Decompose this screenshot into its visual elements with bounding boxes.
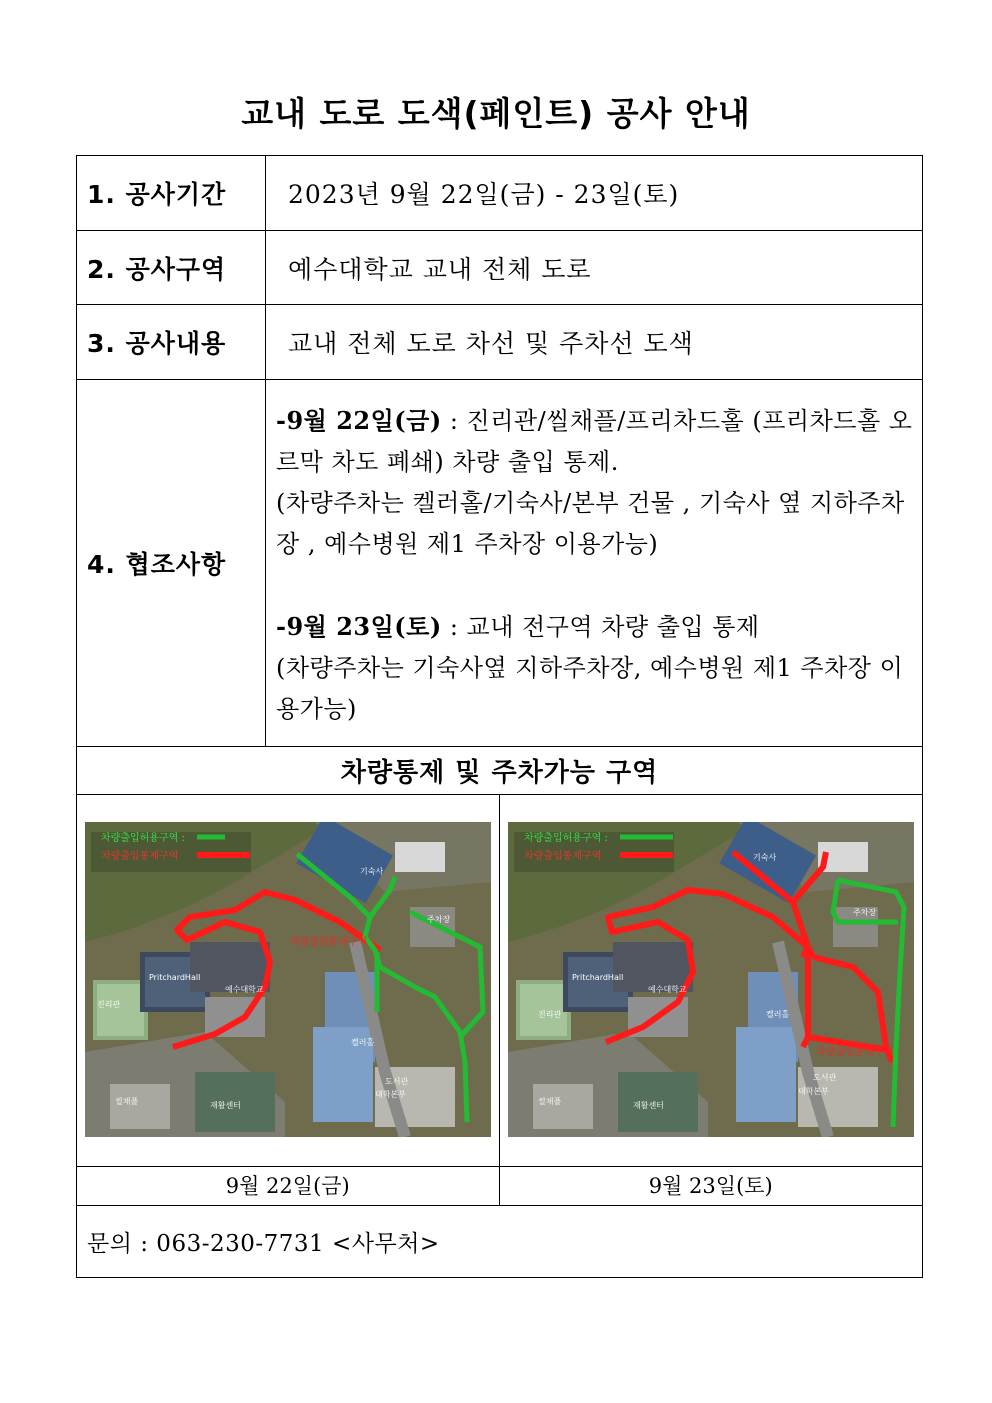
row-contact bbox=[77, 1206, 923, 1278]
content-value: 교내 전체 도로 차선 및 주차선 도색 bbox=[266, 305, 923, 380]
row-section-head bbox=[77, 747, 923, 795]
parking-label: 주차장 bbox=[853, 908, 877, 917]
dorm-label: 기숙사 bbox=[360, 867, 384, 876]
parking-label: 주차장 bbox=[427, 915, 451, 924]
legend-blocked: 차량출입통제구역 bbox=[101, 851, 179, 862]
legend-blocked: 차량출입통제구역 bbox=[524, 851, 602, 862]
row-maps bbox=[77, 795, 923, 1167]
legend-allowed: 차량출입허용구역 : bbox=[524, 833, 608, 844]
rehab-label: 재활센터 bbox=[210, 1101, 241, 1110]
yesu-label: 예수대학교 bbox=[225, 985, 264, 994]
period-label: 1. 공사기간 bbox=[77, 156, 266, 231]
caption-sep23: 9월 23일(토) bbox=[648, 1174, 773, 1198]
area-value: 예수대학교 교내 전체 도로 bbox=[266, 231, 923, 305]
hq-label: 대학본부 bbox=[798, 1087, 829, 1096]
contact-info: 문의 : 063-230-7731 <사무처> bbox=[77, 1206, 923, 1278]
day1-note: (차량주차는 켈러홀/기숙사/본부 건물 , 기숙사 옆 지하주차장 , 예수병원 제1 주차장 이용가능) bbox=[276, 489, 905, 558]
control-label: 차량출입통제구역 bbox=[290, 937, 368, 948]
day1-head: -9월 22일(금) bbox=[276, 406, 442, 435]
map-sep22 bbox=[85, 822, 491, 1137]
pritchard-label: PritchardHall bbox=[572, 973, 624, 982]
row-period bbox=[77, 156, 923, 231]
rehab-label: 재활센터 bbox=[633, 1101, 664, 1110]
row-content bbox=[77, 305, 923, 380]
row-captions bbox=[77, 1167, 923, 1206]
day1-paragraph bbox=[276, 400, 914, 483]
control-label: 차량출입통제구역 bbox=[816, 1047, 894, 1058]
jinri-label: 진리관 bbox=[538, 1010, 562, 1019]
dorm-label: 기숙사 bbox=[753, 853, 777, 862]
keller-label: 켈러홀 bbox=[351, 1038, 375, 1047]
library-label: 도서관 bbox=[813, 1073, 837, 1082]
maps-container bbox=[77, 795, 923, 1166]
content-label: 3. 공사내용 bbox=[77, 305, 266, 380]
yesu-label: 예수대학교 bbox=[648, 985, 687, 994]
pritchard-label: PritchardHall bbox=[149, 973, 201, 982]
hq-label: 대학본부 bbox=[375, 1090, 406, 1099]
library-label: 도서관 bbox=[385, 1077, 409, 1086]
section-title: 차량통제 및 주차가능 구역 bbox=[77, 747, 923, 795]
cooperation-label: 4. 협조사항 bbox=[77, 380, 266, 747]
day2-paragraph bbox=[276, 606, 914, 648]
caption-sep22: 9월 22일(금) bbox=[77, 1167, 500, 1205]
chapel-label: 씰채플 bbox=[538, 1097, 562, 1106]
keller-label: 켈러홀 bbox=[766, 1010, 790, 1019]
cooperation-notes bbox=[266, 380, 923, 747]
chapel-label: 씰채플 bbox=[115, 1097, 139, 1106]
row-area bbox=[77, 231, 923, 305]
area-label: 2. 공사구역 bbox=[77, 231, 266, 305]
legend-allowed: 차량출입허용구역 : bbox=[101, 833, 185, 844]
period-value: 2023년 9월 22일(금) - 23일(토) bbox=[266, 156, 923, 231]
day2-head: -9월 23일(토) bbox=[276, 612, 442, 641]
jinri-label: 진리관 bbox=[97, 1000, 121, 1009]
day2-text: : 교내 전구역 차량 출입 통제 bbox=[441, 613, 760, 641]
map-sep23 bbox=[508, 822, 914, 1137]
day2-note: (차량주차는 기숙사옆 지하주차장, 예수병원 제1 주차장 이용가능) bbox=[276, 654, 904, 723]
row-cooperation bbox=[77, 380, 923, 747]
notice-table bbox=[76, 155, 923, 1278]
day1-text: : 진리관/씰채플/프리차드홀 (프리차드홀 오르막 차도 폐쇄) 차량 출입 통제. bbox=[276, 407, 913, 476]
page-title: 교내 도로 도색(페인트) 공사 안내 bbox=[241, 94, 751, 133]
